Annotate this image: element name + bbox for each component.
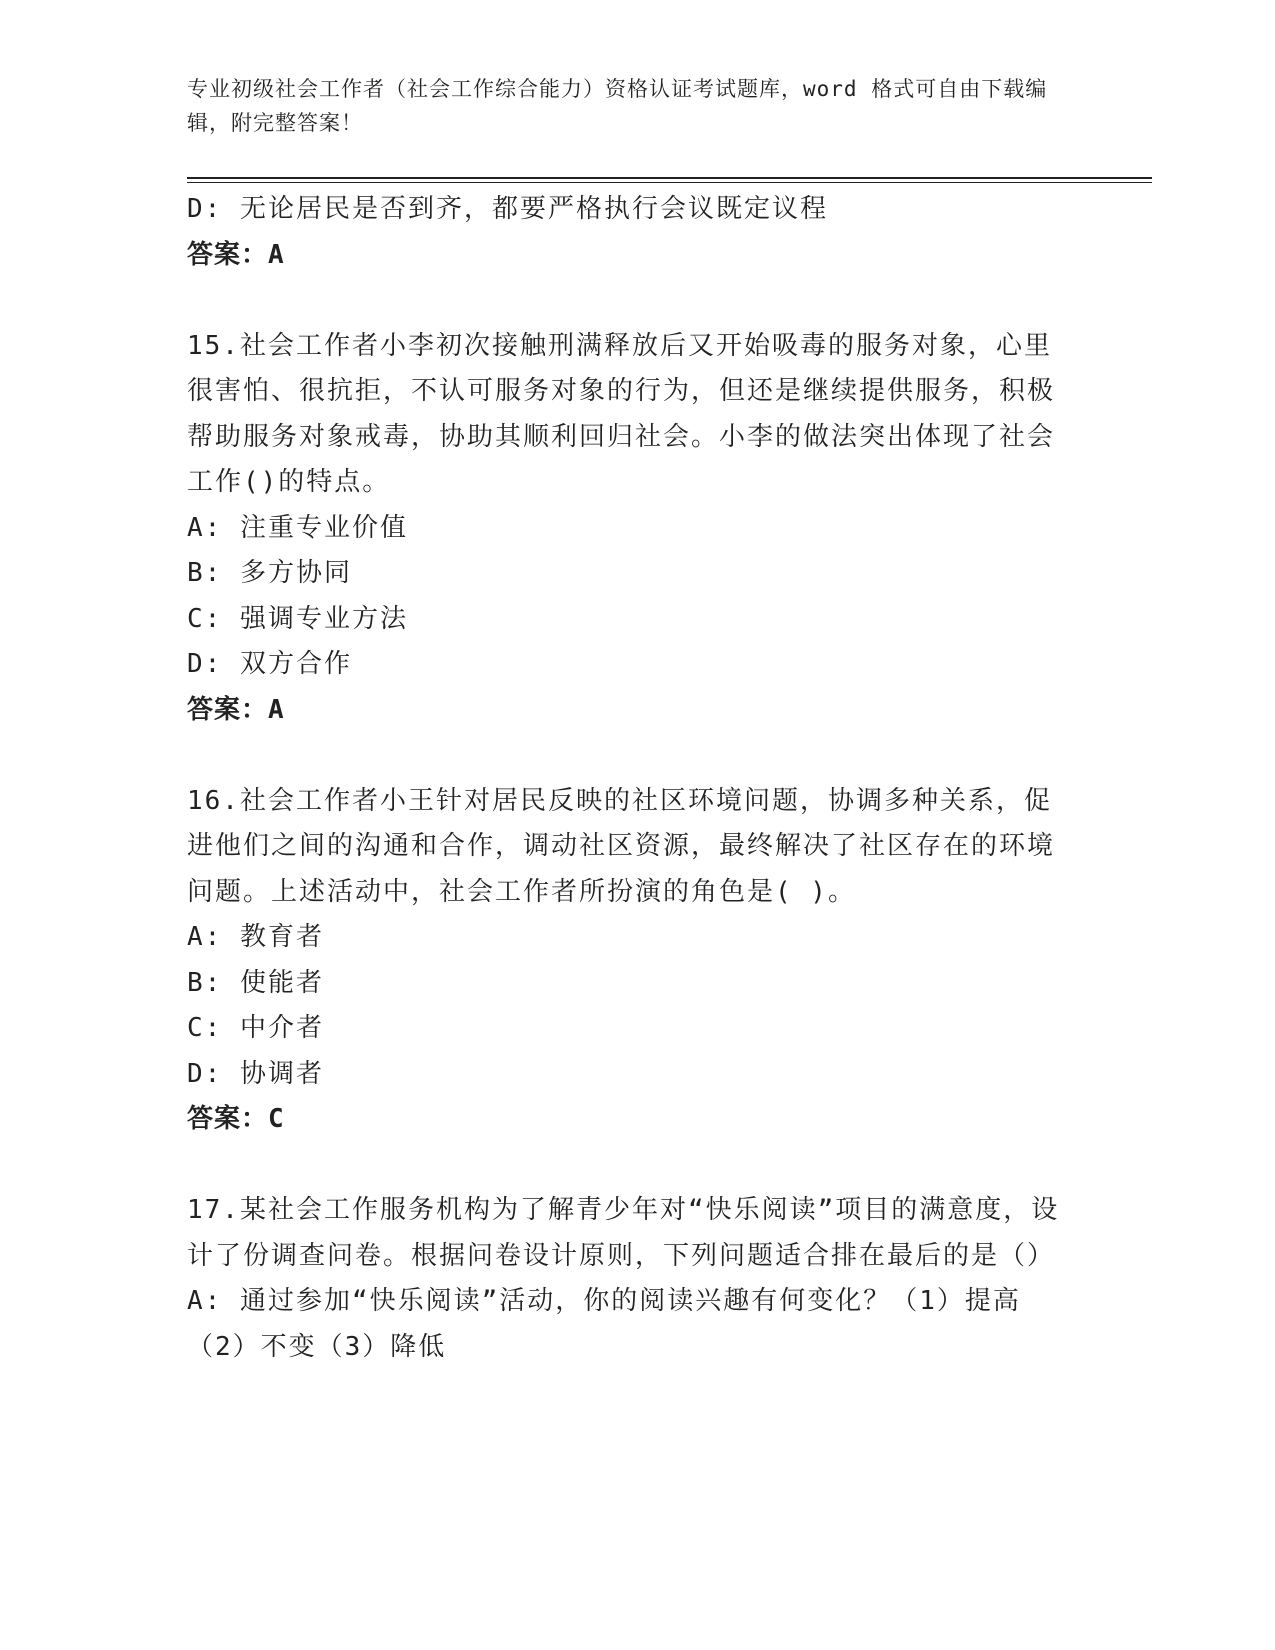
question-14-continuation: [187, 187, 1077, 278]
answer-line: 答案：A: [187, 239, 285, 270]
option-d: D: 双方合作: [187, 649, 352, 679]
option-d: D: 协调者: [187, 1058, 324, 1089]
option-a: A: 通过参加“快乐阅读”活动，你的阅读兴趣有何变化？（1）提高（2）不变（3）降低: [187, 1286, 1021, 1362]
option-d: D: 无论居民是否到齐，都要严格执行会议既定议程: [187, 194, 828, 224]
question-text: 16.社会工作者小王针对居民反映的社区环境问题，协调多种关系，促进他们之间的沟通和合作，调动社区资源，最终解决了社区存在的环境问题。上述活动中，社会工作者所扮演的角色是( )。: [187, 785, 1056, 907]
document-body: [187, 187, 1077, 1370]
option-a: A: 教育者: [187, 922, 324, 952]
option-b: B: 使能者: [187, 967, 324, 998]
question-17: [187, 1188, 1077, 1370]
header-rule-thin: [187, 182, 1152, 183]
question-text: 17.某社会工作服务机构为了解青少年对“快乐阅读”项目的满意度，设计了份调查问卷。根据问卷设计原则，下列问题适合排在最后的是（）: [187, 1195, 1060, 1271]
option-c: C: 强调专业方法: [187, 603, 408, 634]
question-16: [187, 779, 1077, 1143]
header-rule-thick: [187, 177, 1152, 179]
answer-line: 答案：C: [187, 1104, 285, 1134]
document-header: [187, 72, 1077, 140]
option-b: B: 多方协同: [187, 558, 352, 588]
question-text: 15.社会工作者小李初次接触刑满释放后又开始吸毒的服务对象，心里很害怕、很抗拒，不认可服务对象的行为，但还是继续提供服务，积极帮助服务对象戒毒，协助其顺利回归社会。小李的做法突出体现了社会工作()的特点。: [187, 330, 1056, 497]
option-a: A: 注重专业价值: [187, 512, 408, 543]
header-title: 专业初级社会工作者（社会工作综合能力）资格认证考试题库，word 格式可自由下载编辑，附完整答案！: [187, 77, 1048, 135]
question-15: [187, 324, 1077, 734]
option-c: C: 中介者: [187, 1013, 324, 1043]
answer-line: 答案：A: [187, 694, 285, 725]
